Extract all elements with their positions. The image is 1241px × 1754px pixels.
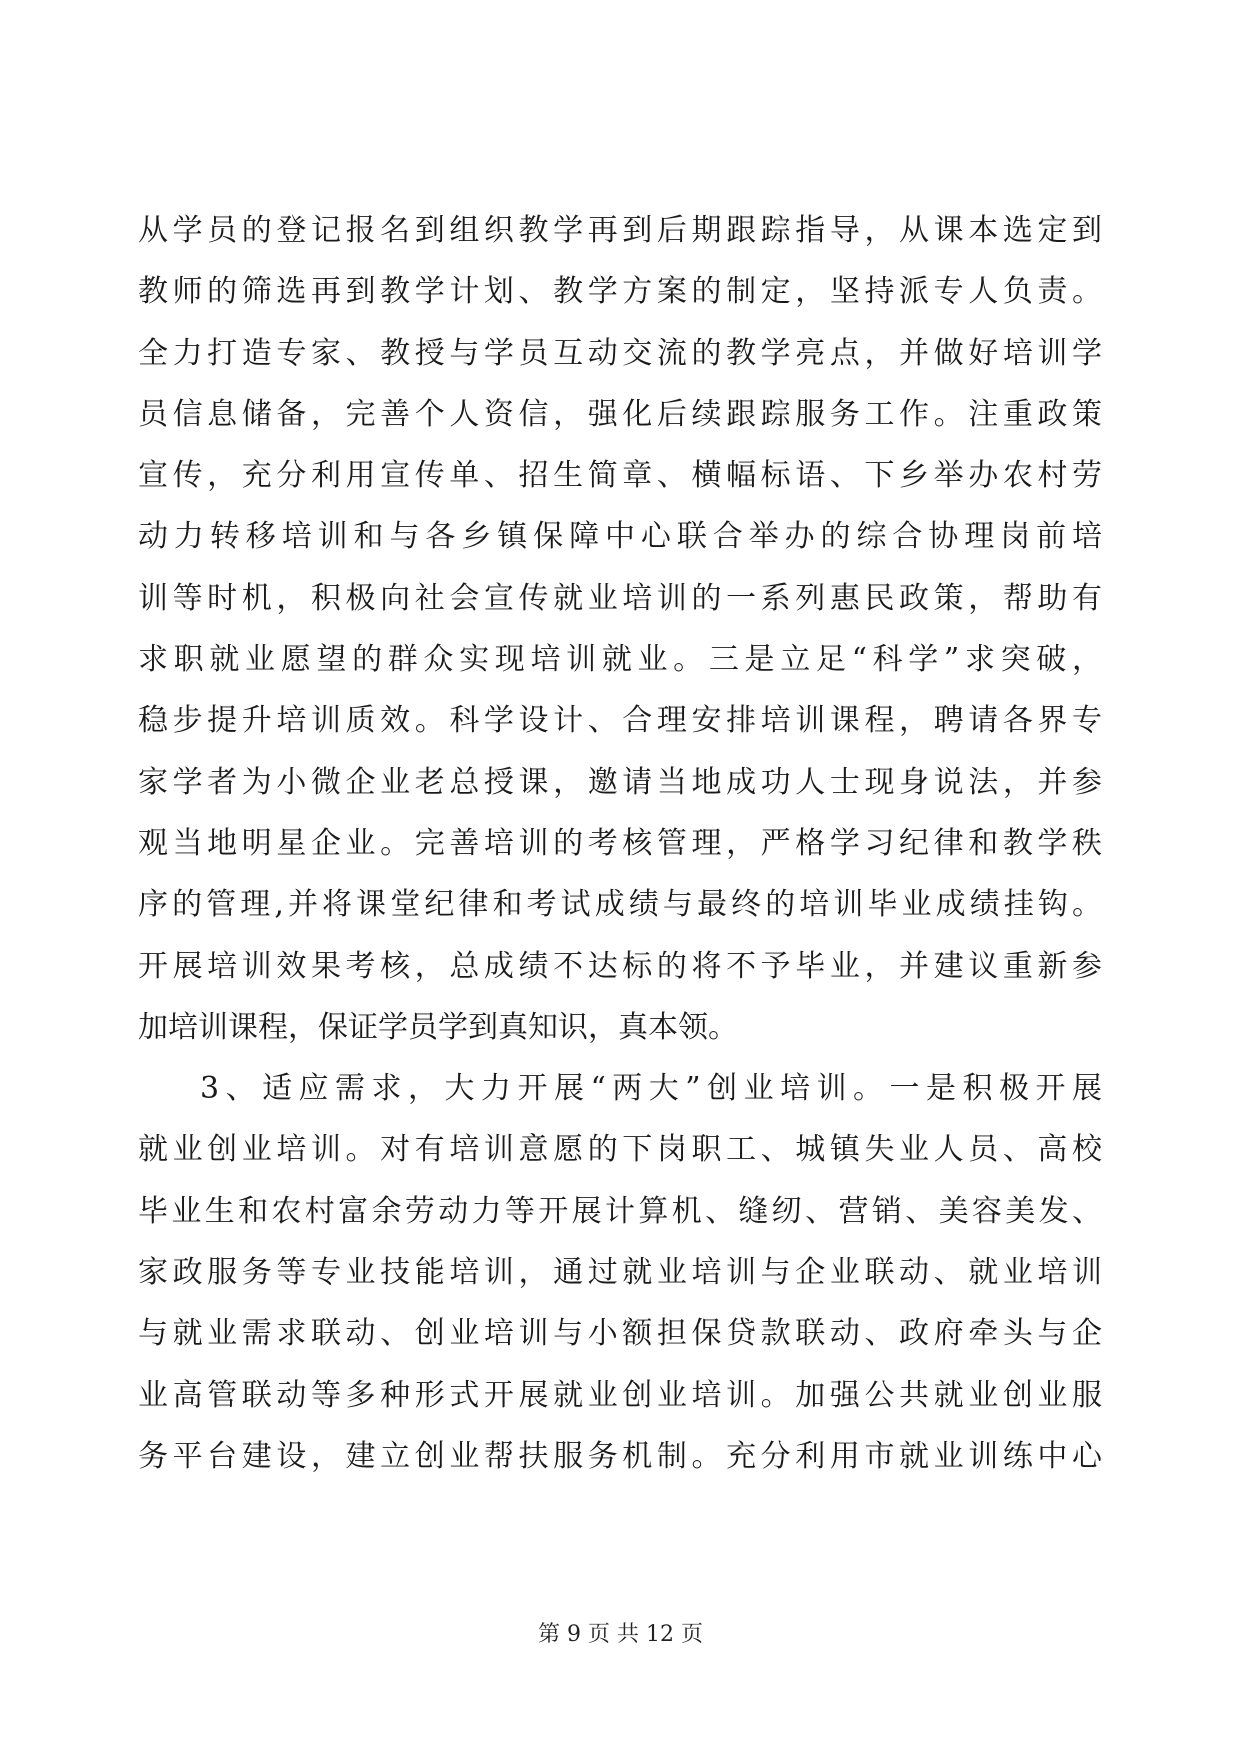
text-line: 全力打造专家、教授与学员互动交流的教学亮点，并做好培训学 — [138, 335, 1102, 371]
text-line: 业高管联动等多种形式开展就业创业培训。加强公共就业创业服 — [138, 1377, 1102, 1413]
paragraph-end-line: 加培训课程，保证学员学到真知识，真本领。 — [138, 1009, 738, 1045]
text-line: 就业创业培训。对有培训意愿的下岗职工、城镇失业人员、高校 — [138, 1132, 1102, 1168]
body-text — [138, 200, 1102, 1487]
text-line: 宣传，充分利用宣传单、招生简章、横幅标语、下乡举办农村劳 — [138, 458, 1102, 494]
text-line: 教师的筛选再到教学计划、教学方案的制定，坚持派专人负责。 — [138, 274, 1102, 310]
text-line: 务平台建设，建立创业帮扶服务机制。充分利用市就业训练中心 — [138, 1438, 1102, 1474]
text-line: 序的管理,并将课堂纪律和考试成绩与最终的培训毕业成绩挂钩。 — [138, 887, 1102, 923]
text-line: 与就业需求联动、创业培训与小额担保贷款联动、政府牵头与企 — [138, 1316, 1102, 1352]
text-line: 家学者为小微企业老总授课，邀请当地成功人士现身说法，并参 — [138, 764, 1102, 800]
text-line: 员信息储备，完善个人资信，强化后续跟踪服务工作。注重政策 — [138, 396, 1102, 432]
paragraph-start-line: 3、适应需求，大力开展“两大”创业培训。一是积极开展 — [200, 1071, 1102, 1107]
text-line: 家政服务等专业技能培训，通过就业培训与企业联动、就业培训 — [138, 1255, 1102, 1291]
page-footer: 第 9 页 共 12 页 — [538, 1622, 703, 1647]
text-line: 毕业生和农村富余劳动力等开展计算机、缝纫、营销、美容美发、 — [138, 1193, 1102, 1229]
text-line: 稳步提升培训质效。科学设计、合理安排培训课程，聘请各界专 — [138, 703, 1102, 739]
text-line: 动力转移培训和与各乡镇保障中心联合举办的综合协理岗前培 — [138, 519, 1102, 555]
text-line: 从学员的登记报名到组织教学再到后期跟踪指导，从课本选定到 — [138, 213, 1102, 248]
text-line: 开展培训效果考核，总成绩不达标的将不予毕业，并建议重新参 — [138, 948, 1102, 984]
text-line: 观当地明星企业。完善培训的考核管理，严格学习纪律和教学秩 — [138, 825, 1102, 861]
text-line: 训等时机，积极向社会宣传就业培训的一系列惠民政策，帮助有 — [138, 580, 1102, 616]
text-line: 求职就业愿望的群众实现培训就业。三是立足“科学”求突破， — [138, 642, 1102, 678]
